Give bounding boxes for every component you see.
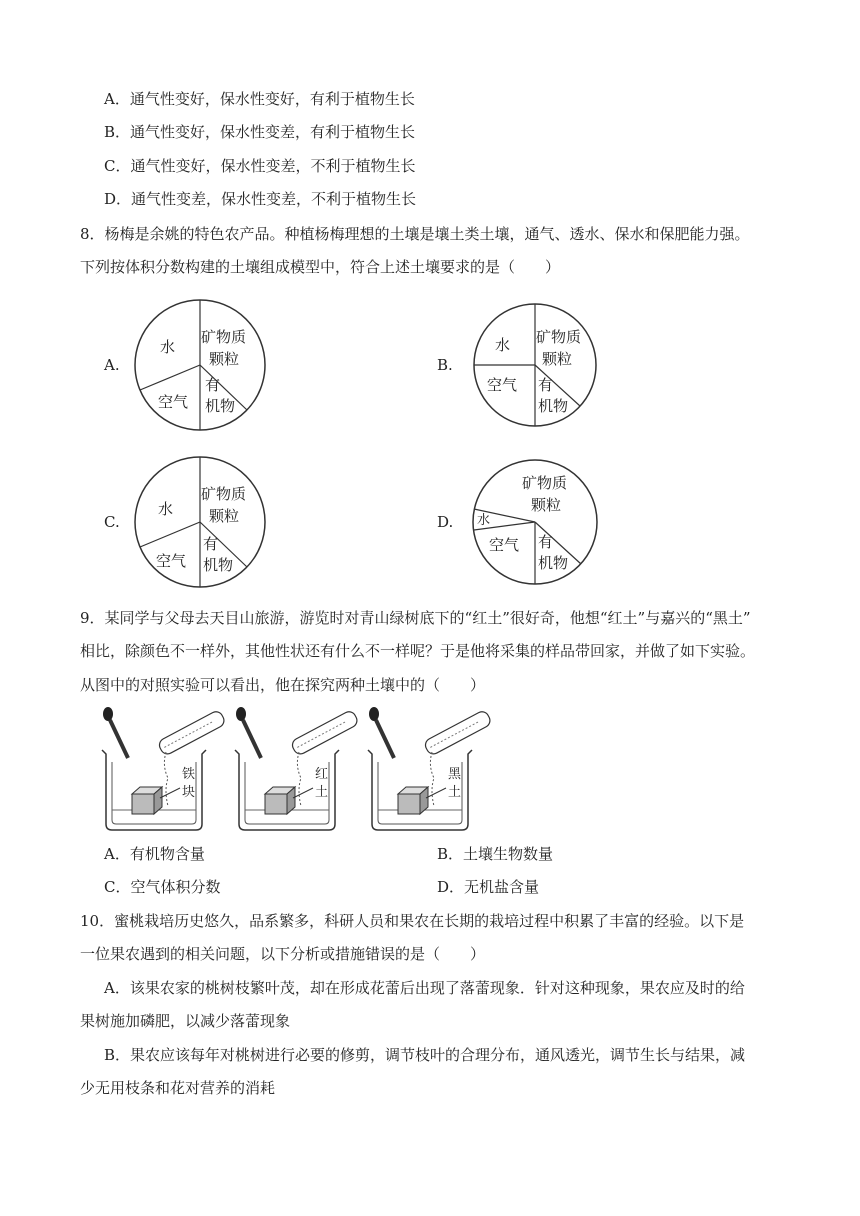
q8-pie-b bbox=[465, 297, 605, 433]
pie-b-water: 水 bbox=[495, 336, 511, 354]
pie-b-organic-1: 有 bbox=[538, 376, 554, 394]
pie-c-organic-1: 有 bbox=[203, 535, 219, 553]
q10-option-b-line2: 少无用枝条和花对营养的消耗 bbox=[80, 1079, 276, 1097]
q8-label-c: C. bbox=[104, 513, 120, 531]
pie-c-mineral-1: 矿物质 bbox=[201, 485, 247, 503]
q8-label-a: A. bbox=[104, 356, 120, 374]
pie-b-air: 空气 bbox=[487, 376, 518, 394]
beaker1-label-2: 块 bbox=[182, 785, 196, 800]
q8-label-d: D. bbox=[437, 513, 454, 531]
pie-d-air: 空气 bbox=[489, 536, 520, 554]
q9-stem-line3: 从图中的对照实验可以看出，他在探究两种土壤中的（ ） bbox=[80, 676, 486, 694]
q9-stem-line2: 相比，除颜色不一样外，其他性状还有什么不一样呢？于是他将采集的样品带回家，并做了如下实验。 bbox=[80, 642, 756, 660]
q9-option-d: D．无机盐含量 bbox=[437, 878, 540, 896]
pie-a-organic-1: 有 bbox=[205, 376, 221, 394]
q9-option-c: C．空气体积分数 bbox=[104, 878, 221, 896]
pie-d-organic-2: 机物 bbox=[538, 554, 569, 572]
pie-c-organic-2: 机物 bbox=[203, 556, 234, 574]
q8-pie-c bbox=[130, 454, 270, 590]
pie-a-mineral-2: 颗粒 bbox=[209, 350, 240, 368]
beaker3-label-2: 土 bbox=[448, 785, 462, 800]
q8-pie-d bbox=[465, 454, 605, 590]
q10-stem-line1: 10．蜜桃栽培历史悠久，品系繁多，科研人员和果农在长期的栽培过程中积累了丰富的经验。以下是 bbox=[80, 912, 745, 930]
q7-option-b: B．通气性变好，保水性变差，有利于植物生长 bbox=[104, 123, 416, 141]
pie-c-air: 空气 bbox=[156, 552, 187, 570]
pie-b-organic-2: 机物 bbox=[538, 397, 569, 415]
pie-b-mineral-2: 颗粒 bbox=[542, 350, 573, 368]
q10-option-b-line1: B．果农应该每年对桃树进行必要的修剪，调节枝叶的合理分布，通风透光，调节生长与结果，减 bbox=[104, 1046, 746, 1064]
pie-d-organic-1: 有 bbox=[538, 533, 554, 551]
q9-option-a: A．有机物含量 bbox=[104, 845, 205, 863]
q8-stem-line2: 下列按体积分数构建的土壤组成模型中，符合上述土壤要求的是（ ） bbox=[80, 258, 561, 276]
beaker3-label-1: 黑 bbox=[448, 767, 462, 782]
pie-d-mineral-2: 颗粒 bbox=[531, 496, 562, 514]
q10-option-a-line2: 果树施加磷肥，以减少落蕾现象 bbox=[80, 1012, 291, 1030]
pie-c-water: 水 bbox=[158, 500, 174, 518]
pie-d-water: 水 bbox=[477, 513, 491, 528]
q9-stem-line1: 9．某同学与父母去天目山旅游，游览时对青山绿树底下的“红土”很好奇，他想“红土”与嘉兴的“黑土” bbox=[80, 609, 751, 627]
beaker1-label-1: 铁 bbox=[182, 767, 196, 782]
q8-label-b: B. bbox=[437, 356, 453, 374]
q7-option-c: C．通气性变好，保水性变差，不利于植物生长 bbox=[104, 157, 416, 175]
q8-pie-a bbox=[130, 297, 270, 433]
q10-stem-line2: 一位果农遇到的相关问题，以下分析或措施错误的是（ ） bbox=[80, 945, 486, 963]
pie-a-mineral-1: 矿物质 bbox=[201, 328, 247, 346]
q7-option-a: A．通气性变好，保水性变好，有利于植物生长 bbox=[104, 90, 415, 108]
pie-a-organic-2: 机物 bbox=[205, 397, 236, 415]
q7-option-d: D．通气性变差，保水性变差，不利于植物生长 bbox=[104, 190, 417, 208]
pie-a-water: 水 bbox=[160, 338, 176, 356]
q8-stem-line1: 8．杨梅是余姚的特色农产品。种植杨梅理想的土壤是壤土类土壤，通气、透水、保水和保肥能力强。 bbox=[80, 225, 750, 243]
pie-c-mineral-2: 颗粒 bbox=[209, 507, 240, 525]
q9-option-b: B．土壤生物数量 bbox=[437, 845, 554, 863]
beaker2-label-1: 红 bbox=[315, 767, 329, 782]
q9-beaker-experiment bbox=[100, 706, 500, 834]
pie-b-mineral-1: 矿物质 bbox=[536, 328, 582, 346]
pie-d-mineral-1: 矿物质 bbox=[522, 474, 568, 492]
beaker2-label-2: 土 bbox=[315, 785, 329, 800]
q10-option-a-line1: A．该果农家的桃树枝繁叶茂，却在形成花蕾后出现了落蕾现象．针对这种现象，果农应及时的给 bbox=[104, 979, 745, 997]
pie-a-air: 空气 bbox=[158, 393, 189, 411]
